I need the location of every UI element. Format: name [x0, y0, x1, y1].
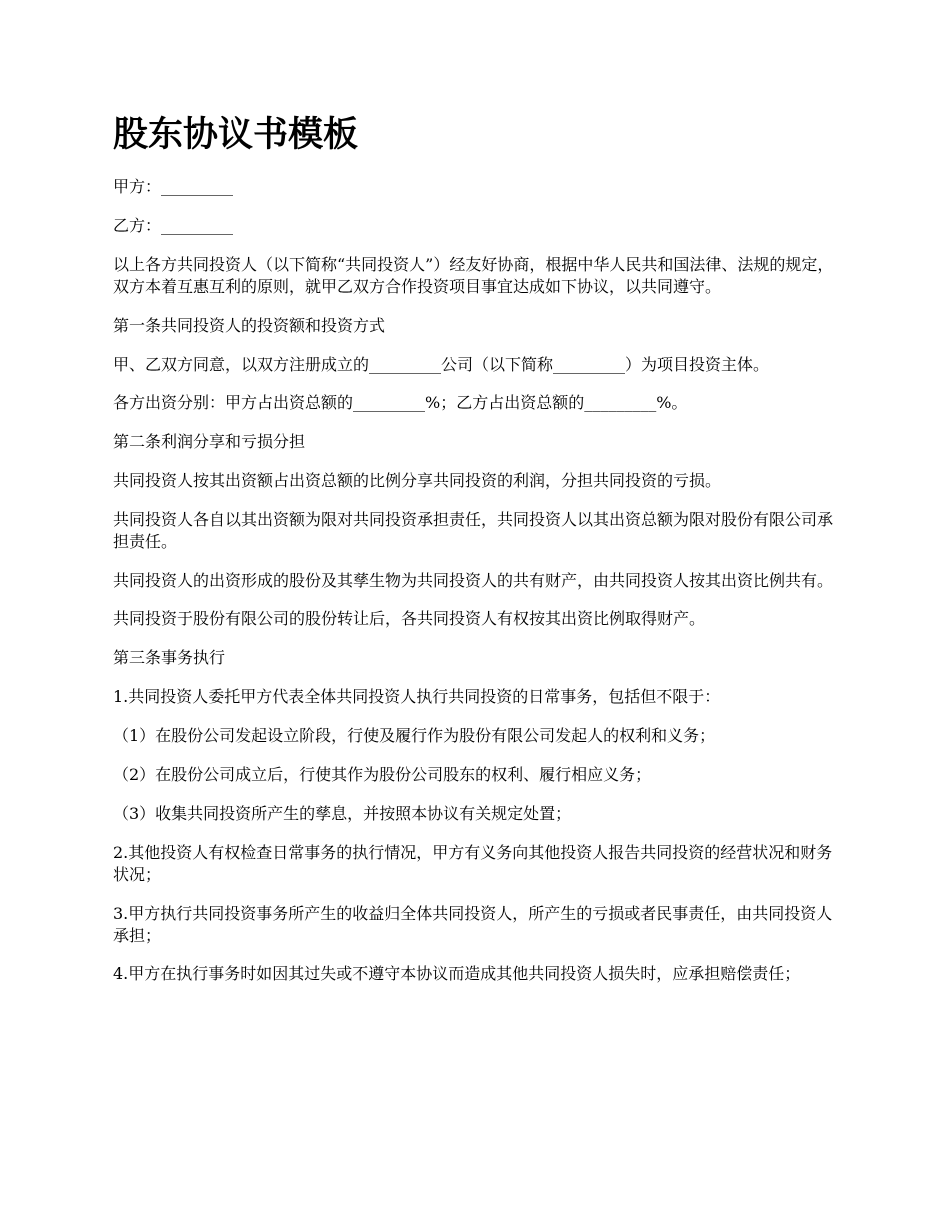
document-title: 股东协议书模板: [113, 115, 359, 155]
party-a-line: 甲方：_________: [113, 177, 234, 196]
article-2-clause-4: 共同投资于股份有限公司的股份转让后，各共同投资人有权按其出资比例取得财产。: [113, 609, 706, 628]
article-3-item-3: 3.甲方执行共同投资事务所产生的收益归全体共同投资人，所产生的亏损或者民事责任，由共同投资人承担；: [113, 903, 833, 945]
article-3-item-1-sub-1: （1）在股份公司发起设立阶段，行使及履行作为股份有限公司发起人的权利和义务；: [113, 726, 716, 745]
party-b-line: 乙方：_________: [113, 216, 234, 235]
article-3-item-1-sub-2: （2）在股份公司成立后，行使其作为股份公司股东的权利、履行相应义务；: [113, 765, 652, 784]
article-1-clause-1: 甲、乙双方同意，以双方注册成立的_________公司（以下简称_________）为项目投资主体。: [113, 354, 770, 374]
preamble-paragraph: 以上各方共同投资人（以下简称“共同投资人”）经友好协商，根据中华人民共和国法律、法规的规定，双方本着互惠互利的原则，就甲乙双方合作投资项目事宜达成如下协议，以共同遵守。: [113, 255, 834, 296]
article-1-heading: 第一条共同投资人的投资额和投资方式: [113, 315, 386, 335]
article-2-clause-2: 共同投资人各自以其出资额为限对共同投资承担责任，共同投资人以其出资总额为限对股份有限公司承担责任。: [113, 510, 834, 551]
article-3-item-1-sub-3: （3）收集共同投资所产生的孳息，并按照本协议有关规定处置；: [113, 804, 572, 823]
document-page: [113, 112, 843, 1002]
article-2-clause-3: 共同投资人的出资形成的股份及其孳生物为共同投资人的共有财产，由共同投资人按其出资比例共有。: [113, 570, 834, 590]
article-3-item-1: 1.共同投资人委托甲方代表全体共同投资人执行共同投资的日常事务，包括但不限于：: [113, 687, 721, 706]
article-2-clause-1: 共同投资人按其出资额占出资总额的比例分享共同投资的利润，分担共同投资的亏损。: [113, 471, 722, 490]
article-2-heading: 第二条利润分享和亏损分担: [113, 432, 306, 451]
article-1-clause-2: 各方出资分别：甲方占出资总额的_________%；乙方占出资总额的_________%。: [113, 393, 688, 412]
article-3-item-2: 2.其他投资人有权检查日常事务的执行情况，甲方有义务向其他投资人报告共同投资的经营状况和财务状况；: [113, 843, 833, 884]
article-3-heading: 第三条事务执行: [113, 648, 226, 667]
article-3-item-4: 4.甲方在执行事务时如因其过失或不遵守本协议而造成其他共同投资人损失时，应承担赔偿责任；: [113, 964, 801, 983]
